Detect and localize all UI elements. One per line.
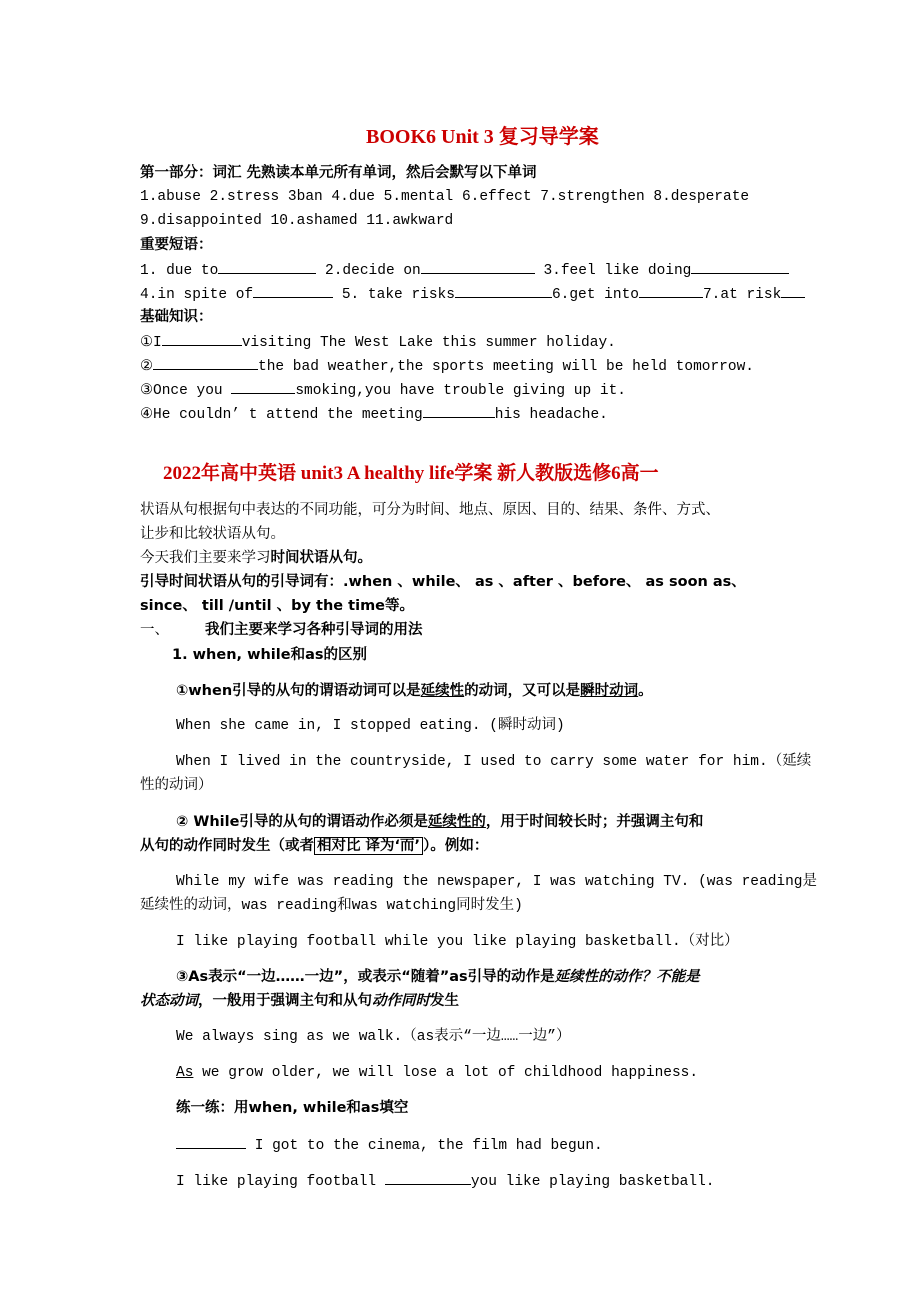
point-2-line-1: [176, 812, 703, 832]
practice-heading: 练一练：用when, while和as填空: [176, 1100, 409, 1116]
answer-blank[interactable]: [421, 259, 535, 274]
sentence-text: the bad weather,the sports meeting will be held tomorrow.: [258, 359, 754, 375]
text: 时间状语从句。: [270, 550, 372, 566]
text: ，用于时间较长时；并强调主句和: [485, 814, 704, 830]
sentence-text: ③Once you: [140, 383, 232, 399]
text: 发生: [430, 993, 459, 1009]
phrase-feel-like-doing: 3.feel like doing: [534, 263, 692, 279]
text: I got to the cinema, the film had begun.: [246, 1138, 603, 1154]
text: As: [176, 1065, 194, 1081]
example-5: We always sing as we walk.（as表示“一边……一边”）: [176, 1029, 571, 1045]
practice-question-2: [176, 1170, 714, 1192]
text: 状态动词: [140, 993, 198, 1009]
point-2-line-2: [140, 836, 488, 856]
text: ）。例如：: [423, 838, 489, 854]
practice-question-1: [176, 1134, 603, 1156]
text: 从句的动作同时发生（或者: [140, 838, 314, 854]
example-1: When she came in, I stopped eating. (瞬时动词): [176, 718, 565, 734]
phrases-heading: 重要短语：: [140, 237, 213, 253]
example-3-line-2: 延续性的动词，was reading和was watching同时发生): [140, 898, 523, 914]
answer-blank[interactable]: [385, 1170, 471, 1185]
phrase-get-into: 6.get into: [551, 287, 639, 303]
answer-blank[interactable]: [162, 331, 242, 346]
answer-blank[interactable]: [253, 283, 333, 298]
answer-blank[interactable]: [639, 283, 703, 298]
text: 动作同时: [372, 993, 430, 1009]
text: 延续性: [420, 683, 465, 699]
subheading-1: 1. when, while和as的区别: [172, 647, 367, 663]
text: 。: [638, 683, 653, 699]
word-list-line-1: 1.abuse 2.stress 3ban 4.due 5.mental 6.effect 7.strengthen 8.desperate: [140, 189, 750, 205]
text: 延续性的动作？不能是: [554, 969, 700, 985]
answer-blank[interactable]: [176, 1134, 246, 1149]
phrase-decide-on: 2.decide on: [316, 263, 421, 279]
text: you like playing basketball.: [470, 1174, 715, 1190]
today-line: [140, 548, 372, 568]
text: I like playing football: [176, 1174, 385, 1190]
text: ，一般用于强调主句和从句: [198, 993, 372, 1009]
basics-heading: 基础知识：: [140, 309, 213, 325]
text: 今天我们主要来学习: [140, 550, 271, 566]
point-3-line-1: [176, 967, 700, 987]
document-title: BOOK6 Unit 3 复习导学案: [366, 126, 599, 148]
boxed-note: 相对比 译为‘而’: [314, 837, 423, 855]
basics-sentence-2: [140, 355, 754, 377]
basics-sentence-4: [140, 403, 608, 425]
answer-blank[interactable]: [218, 259, 316, 274]
text: 瞬时动词: [580, 683, 639, 699]
example-2-line-2: 性的动词）: [140, 778, 213, 794]
text: 延续性的: [427, 814, 486, 830]
phrase-take-risks: 5. take risks: [333, 287, 455, 303]
item-heading: 我们主要来学习各种引导词的用法: [205, 622, 423, 638]
part1-heading: 第一部分：词汇 先熟读本单元所有单词，然后会默写以下单词: [140, 165, 537, 181]
phrase-in-spite-of: 4.in spite of: [140, 287, 254, 303]
sentence-text: ①I: [140, 335, 162, 351]
phrases-line-2: [140, 283, 805, 305]
example-6: [176, 1063, 698, 1083]
basics-sentence-3: [140, 379, 626, 401]
guide-words-line-1: 引导时间状语从句的引导词有：.when 、while、 as 、after 、before、 as soon as、: [140, 574, 746, 590]
intro-line-2: 让步和比较状语从句。: [140, 526, 285, 542]
word-list-line-2: 9.disappointed 10.ashamed 11.awkward: [140, 213, 454, 229]
item-number: 一、: [140, 622, 169, 638]
answer-blank[interactable]: [231, 379, 295, 394]
answer-blank[interactable]: [423, 403, 495, 418]
section-title: 2022年高中英语 unit3 A healthy life学案 新人教版选修6高一: [163, 463, 659, 484]
text: ③As表示“一边……一边”，或表示“随着”as引导的动作是: [176, 969, 555, 985]
answer-blank[interactable]: [153, 355, 258, 370]
example-3-line-1: While my wife was reading the newspaper, I was watching TV. (was reading是: [176, 874, 818, 890]
answer-blank[interactable]: [691, 259, 789, 274]
sentence-text: smoking,you have trouble giving up it.: [295, 383, 626, 399]
phrase-due-to: 1. due to: [140, 263, 219, 279]
point-1: [176, 681, 653, 701]
text: we grow older, we will lose a lot of childhood happiness.: [193, 1065, 699, 1081]
answer-blank[interactable]: [455, 283, 552, 298]
sentence-text: visiting The West Lake this summer holiday.: [241, 335, 616, 351]
example-4: I like playing football while you like playing basketball.（对比）: [176, 934, 739, 950]
phrases-line-1: [140, 259, 789, 281]
text: ①when引导的从句的谓语动词可以是: [176, 683, 421, 699]
guide-words-line-2: since、 till /until 、by the time等。: [140, 598, 415, 614]
sentence-text: ②: [140, 359, 153, 375]
sentence-text: ④He couldn’ t attend the meeting: [140, 407, 423, 423]
example-2-line-1: When I lived in the countryside, I used to carry some water for him.（延续: [176, 754, 812, 770]
phrase-at-risk: 7.at risk: [702, 287, 782, 303]
text: 的动词，又可以是: [464, 683, 581, 699]
text: ② While引导的从句的谓语动作必须是: [176, 814, 428, 830]
sentence-text: his headache.: [494, 407, 608, 423]
intro-line-1: 状语从句根据句中表达的不同功能，可分为时间、地点、原因、目的、结果、条件、方式、: [140, 502, 720, 518]
answer-blank[interactable]: [781, 283, 805, 298]
basics-sentence-1: [140, 331, 616, 353]
point-3-line-2: [140, 991, 459, 1011]
